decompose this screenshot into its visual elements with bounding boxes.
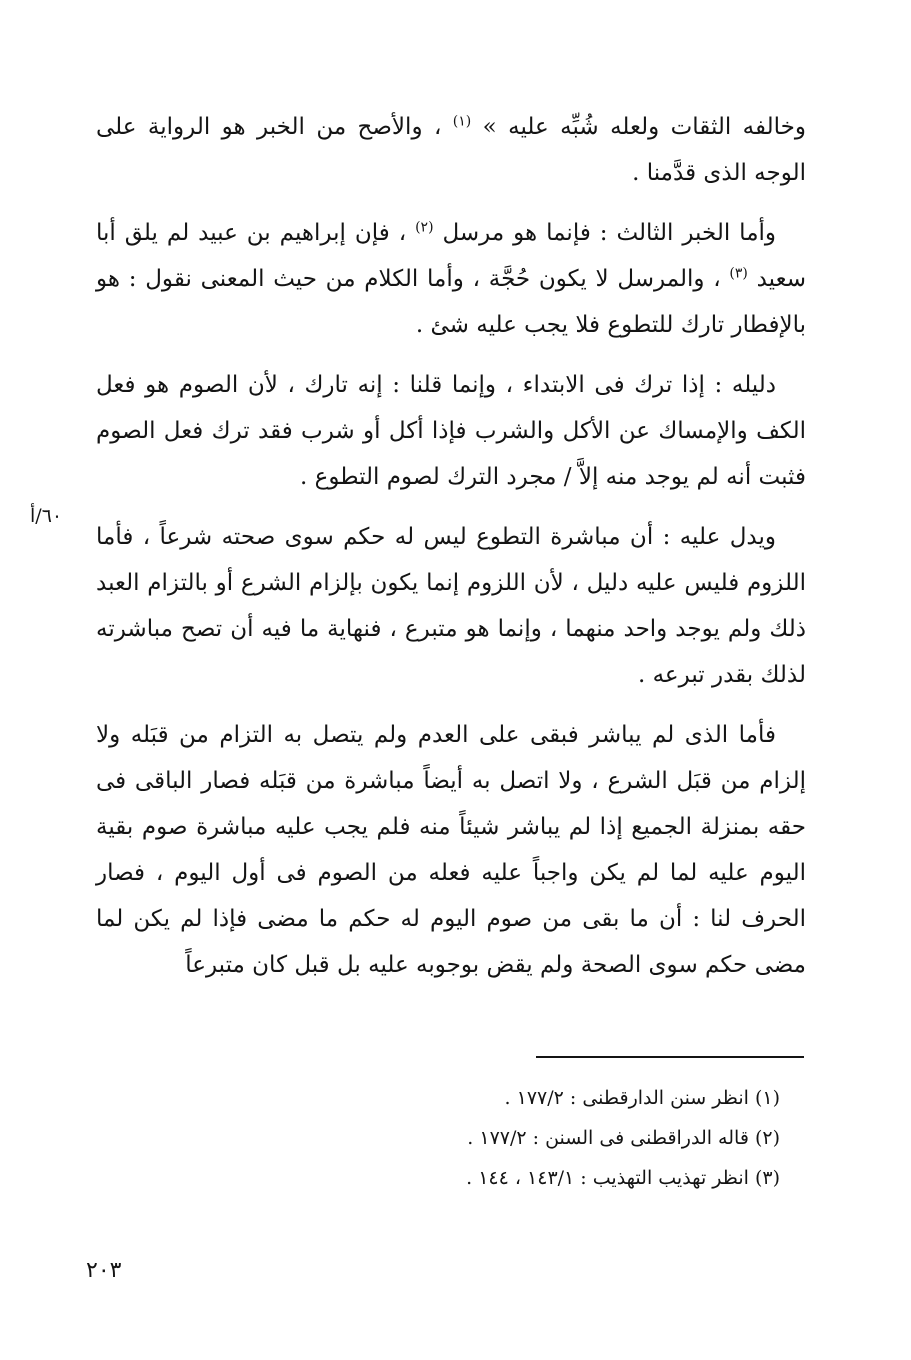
footnote: (٢) قاله الدراقطنى فى السنن : ١٧٧/٢ . [467,1127,780,1149]
footnote-reference: (٢) [415,219,434,236]
footnote: (٣) انظر تهذيب التهذيب : ١٤٣/١ ، ١٤٤ . [466,1167,780,1189]
paragraph [96,712,806,988]
paragraph [96,362,806,500]
paragraph [96,514,806,698]
paragraph-text: ، فإن إبراهيم بن عبيد لم يلق أبا سعيد [96,220,806,292]
footnote: (١) انظر سنن الدارقطنى : ١٧٧/٢ . [504,1087,780,1109]
paragraph-text: ، والمرسل لا يكون حُجَّة ، وأما الكلام من حيث المعنى نقول : هو بالإفطار تارك للتطوع فلا يجب عليه شئ . [96,266,806,338]
manuscript-folio-note: ٦٠/أ [30,505,63,527]
paragraph-text: دليله : إذا ترك فى الابتداء ، وإنما قلنا : إنه تارك ، لأن الصوم هو فعل الكف والإمساك عن الأكل والشرب فإذا أكل أو شرب فقد ترك فعل الصوم فثبت أنه لم يوجد منه إلاَّ / مجرد الترك لصوم التطوع . [96,372,806,490]
footnote-separator [536,1056,804,1058]
footnote-reference: (٣) [729,265,748,282]
paragraph [96,104,806,196]
paragraph-text: ، والأصح من الخبر هو الرواية على الوجه الذى قدَّمنا . [96,114,806,186]
paragraph-text: فأما الذى لم يباشر فبقى على العدم ولم يتصل به التزام من قبَله ولا إلزام من قبَل الشرع ، ولا اتصل به أيضاً مباشرة من قبَله فصار الباقى فى حقه بمنزلة الجميع إذا لم يباشر شيئاً منه فلم يجب عليه مباشرة صوم بقية اليوم عليه لما لم يكن واجباً عليه فعله من الصوم فى أول اليوم ، فصار الحرف لنا : أن ما بقى من صوم اليوم له حكم ما مضى فإذا لم يكن لما مضى حكم سوى الصحة ولم يقض بوجوبه عليه بل قبل كان متبرعاً [96,722,806,978]
paragraph [96,210,806,348]
footnote-reference: (١) [452,113,472,130]
paragraph-text: وأما الخبر الثالث : فإنما هو مرسل [433,220,777,246]
paragraph-text: ويدل عليه : أن مباشرة التطوع ليس له حكم سوى صحته شرعاً ، فأما اللزوم فليس عليه دليل ، لأن اللزوم إنما يكون بإلزام الشرع أو بالتزام العبد ذلك ولم يوجد واحد منهما ، وإنما هو متبرع ، فنهاية ما فيه أن تصح مباشرته لذلك بقدر تبرعه . [96,524,806,688]
main-text [96,104,806,1002]
footnotes [260,1078,780,1198]
page-number: ٢٠٣ [86,1258,122,1283]
paragraph-text: وخالفه الثقات ولعله شُبِّه عليه » [471,114,806,140]
